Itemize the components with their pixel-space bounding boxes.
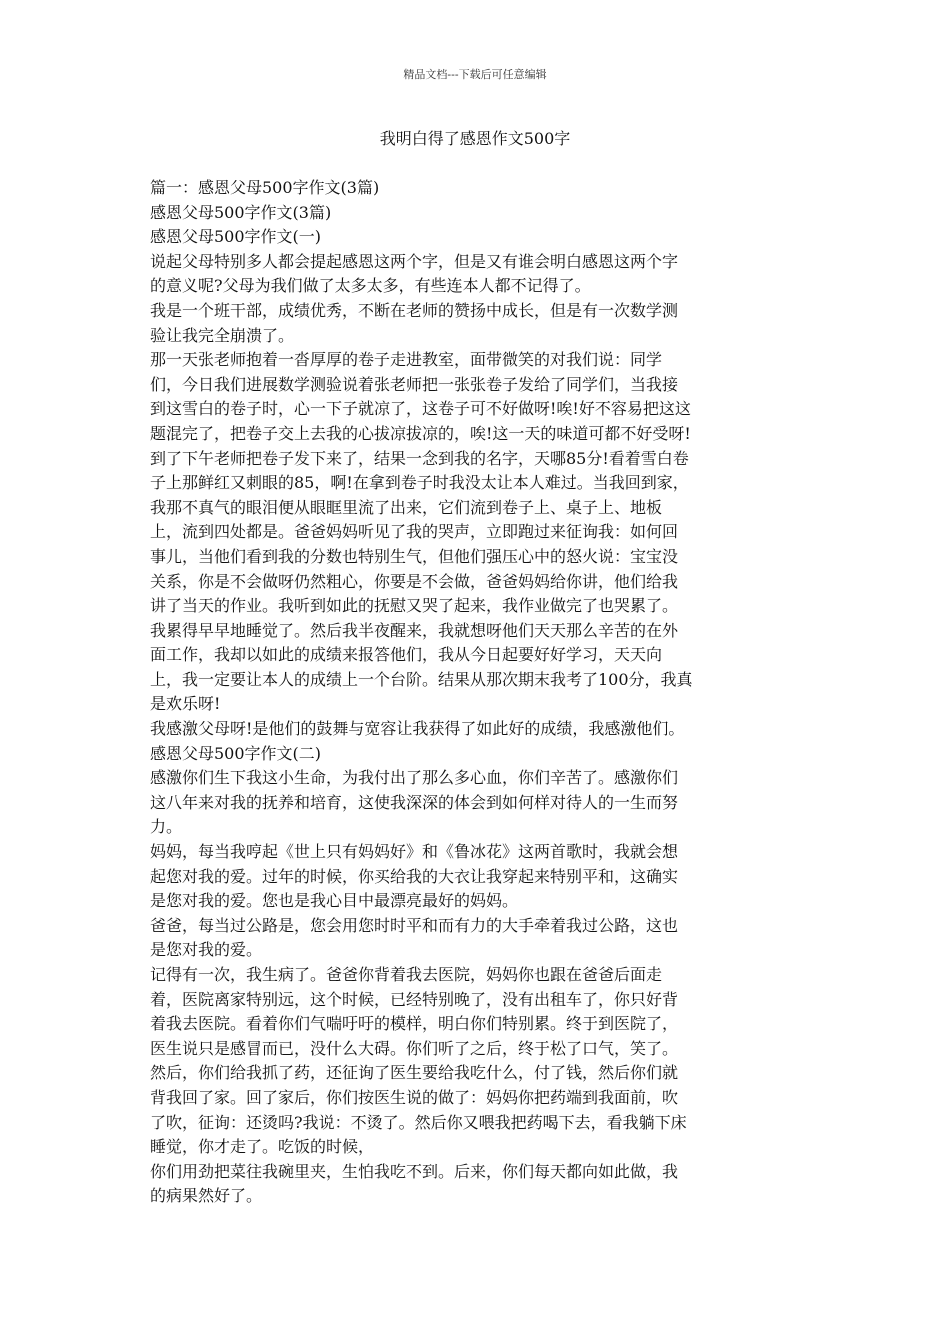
- body-line: 着我去医院。看着你们气喘吁吁的模样，明白你们特别累。终于到医院了，: [150, 1014, 679, 1034]
- body-line: 这八年来对我的抚养和培育，这使我深深的体会到如何样对待人的一生而努: [150, 792, 679, 812]
- body-line: 感恩父母500字作文(二): [150, 743, 322, 763]
- body-line: 爸爸，每当过公路是，您会用您时时平和而有力的大手牵着我过公路，这也: [150, 915, 679, 935]
- body-line: 题混完了，把卷子交上去我的心拔凉拔凉的，唉!这一天的味道可都不好受呀!: [150, 423, 691, 443]
- body-line: 我那不真气的眼泪便从眼眶里流了出来，它们流到卷子上、桌子上、地板: [150, 497, 663, 517]
- body-line: 了吹，征询：还烫吗?我说：不烫了。然后你又喂我把药喝下去，看我躺下床: [150, 1112, 687, 1132]
- body-line: 感激你们生下我这小生命，为我付出了那么多心血，你们辛苦了。感激你们: [150, 768, 679, 788]
- body-line: 是您对我的爱。: [150, 940, 263, 960]
- body-line: 医生说只是感冒而已，没什么大碍。你们听了之后，终于松了口气，笑了。: [150, 1038, 679, 1058]
- header-note: 精品文档---下载后可任意编辑: [403, 68, 547, 81]
- body-line: 睡觉，你才走了。吃饭的时候，: [150, 1137, 375, 1157]
- body-line: 验让我完全崩溃了。: [150, 325, 295, 345]
- body-line: 记得有一次，我生病了。爸爸你背着我去医院，妈妈你也跟在爸爸后面走: [150, 965, 663, 984]
- body-line: 感恩父母500字作文(3篇): [150, 202, 332, 222]
- body-line: 上，流到四处都是。爸爸妈妈听见了我的哭声，立即跑过来征询我：如何回: [150, 522, 679, 542]
- body-line: 我感激父母呀!是他们的鼓舞与宽容让我获得了如此好的成绩，我感激他们。: [150, 719, 685, 739]
- body-line: 你们用劲把菜往我碗里夹，生怕我吃不到。后来，你们每天都向如此做，我: [150, 1161, 679, 1181]
- document-body: [150, 176, 804, 1209]
- body-line: 面工作，我却以如此的成绩来报答他们，我从今日起要好好学习，天天向: [150, 645, 663, 665]
- body-line: 的病果然好了。: [150, 1186, 263, 1206]
- body-line: 起您对我的爱。过年的时候，你买给我的大衣让我穿起来特别平和，这确实: [150, 866, 679, 886]
- body-line: 然后，你们给我抓了药，还征询了医生要给我吃什么，付了钱，然后你们就: [150, 1063, 679, 1083]
- body-line: 到这雪白的卷子时，心一下子就凉了，这卷子可不好做呀!唉!好不容易把这这: [150, 399, 691, 419]
- body-line: 们，今日我们进展数学测验说着张老师把一张张卷子发给了同学们，当我接: [150, 374, 679, 394]
- body-line: 我是一个班干部，成绩优秀，不断在老师的赞扬中成长，但是有一次数学测: [150, 300, 679, 320]
- body-line: 是欢乐呀!: [150, 694, 221, 714]
- body-line: 背我回了家。回了家后，你们按医生说的做了：妈妈你把药端到我面前，吹: [150, 1087, 679, 1107]
- document-title: 我明白得了感恩作文500字: [379, 129, 571, 148]
- body-line: 力。: [150, 817, 183, 837]
- body-line: 是您对我的爱。您也是我心目中最漂亮最好的妈妈。: [150, 891, 519, 911]
- body-line: 到了下午老师把卷子发下来了，结果一念到我的名字，天哪85分!看着雪白卷: [150, 448, 689, 468]
- body-line: 的意义呢?父母为我们做了太多太多，有些连本人都不记得了。: [150, 276, 591, 296]
- body-line: 讲了当天的作业。我听到如此的抚慰又哭了起来，我作业做完了也哭累了。: [150, 596, 679, 616]
- body-line: 关系，你是不会做呀仍然粗心，你要是不会做，爸爸妈妈给你讲，他们给我: [150, 571, 679, 591]
- body-line: 我累得早早地睡觉了。然后我半夜醒来，我就想呀他们天天那么辛苦的在外: [150, 620, 679, 640]
- body-line: 妈妈，每当我哼起《世上只有妈妈好》和《鲁冰花》这两首歌时，我就会想: [150, 842, 679, 862]
- body-line: 着，医院离家特别远，这个时候，已经特别晚了，没有出租车了，你只好背: [150, 989, 679, 1009]
- body-line: 感恩父母500字作文(一): [150, 227, 322, 247]
- body-line: 篇一：感恩父母500字作文(3篇): [150, 178, 380, 197]
- body-line: 那一天张老师抱着一沓厚厚的卷子走进教室，面带微笑的对我们说：同学: [150, 350, 663, 370]
- body-line: 上，我一定要让本人的成绩上一个台阶。结果从那次期末我考了100分，我真: [150, 669, 693, 689]
- body-line: 事儿，当他们看到我的分数也特别生气，但他们强压心中的怒火说：宝宝没: [150, 546, 679, 566]
- body-line: 子上那鲜红又刺眼的85，啊!在拿到卷子时我没太让本人难过。当我回到家，: [150, 473, 689, 493]
- body-line: 说起父母特别多人都会提起感恩这两个字，但是又有谁会明白感恩这两个字: [150, 251, 679, 271]
